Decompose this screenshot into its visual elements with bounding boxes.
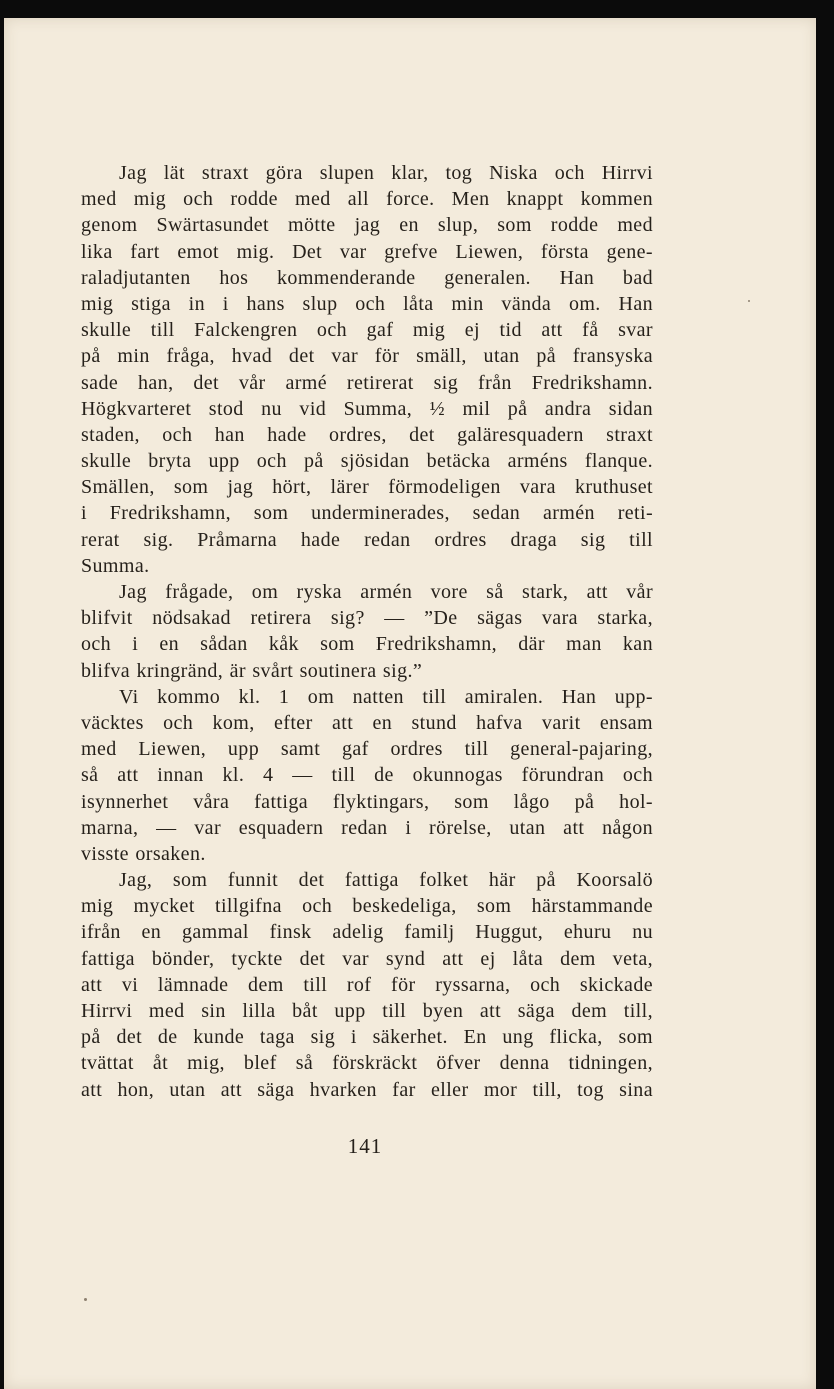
text-line: på min fråga, hvad det var för smäll, utan på fransyska — [81, 345, 653, 368]
text-line: marna, — var esquadern redan i rörelse, utan att någon — [81, 816, 653, 839]
text-line: och i en sådan kåk som Fredrikshamn, där man kan — [81, 633, 653, 656]
text-line: blifvit nödsakad retirera sig? — ”De sägas vara starka, — [81, 607, 653, 630]
text-line: ifrån en gammal finsk adelig familj Huggut, ehuru nu — [81, 921, 653, 944]
text-line: Smällen, som jag hört, lärer förmodeligen vara kruthuset — [81, 476, 653, 499]
paper-speck — [748, 300, 750, 302]
text-line: med mig och rodde med all force. Men knappt kommen — [81, 188, 653, 211]
text-line: att hon, utan att säga hvarken far eller mor till, tog sina — [81, 1078, 653, 1101]
text-line: fattiga bönder, tyckte det var synd att ej låta dem veta, — [81, 947, 653, 970]
text-line: sade han, det vår armé retirerat sig från Fredrikshamn. — [81, 371, 653, 394]
text-line: mig stiga in i hans slup och låta min vända om. Han — [81, 292, 653, 315]
text-line: Summa. — [81, 554, 150, 577]
text-line: rerat sig. Pråmarna hade redan ordres draga sig till — [81, 528, 653, 551]
text-line: genom Swärtasundet mötte jag en slup, som rodde med — [81, 214, 653, 237]
text-line: på det de kunde taga sig i säkerhet. En ung flicka, som — [81, 1026, 653, 1049]
text-line: med Liewen, upp samt gaf ordres till general-pajaring, — [81, 738, 653, 761]
text-line: Högkvarteret stod nu vid Summa, ½ mil på andra sidan — [81, 397, 653, 420]
text-line: tvättat åt mig, blef så förskräckt öfver denna tidningen, — [81, 1052, 653, 1075]
text-line: mig mycket tillgifna och beskedeliga, som härstammande — [81, 895, 653, 918]
text-line: i Fredrikshamn, som underminerades, sedan armén reti- — [81, 502, 653, 525]
text-line: skulle till Falckengren och gaf mig ej tid att få svar — [81, 319, 653, 342]
text-line: väcktes och kom, efter att en stund hafva varit ensam — [81, 711, 653, 734]
text-line: isynnerhet våra fattiga flyktingars, som lågo på hol- — [81, 790, 653, 813]
text-line: skulle bryta upp och på sjösidan betäcka arméns flanque. — [81, 450, 653, 473]
text-line: visste orsaken. — [81, 842, 206, 865]
text-line: så att innan kl. 4 — till de okunnogas förundran och — [81, 764, 653, 787]
text-line: Hirrvi med sin lilla båt upp till byen att säga dem till, — [81, 1000, 653, 1022]
text-line: blifva kringränd, är svårt soutinera sig.” — [81, 659, 423, 682]
page-number: 141 — [347, 1134, 383, 1158]
text-line: lika fart emot mig. Det var grefve Liewen, första gene- — [81, 240, 653, 263]
text-line: staden, och han hade ordres, det galäresquadern straxt — [81, 423, 653, 446]
text-line: Jag frågade, om ryska armén vore så stark, att vår — [119, 581, 653, 603]
body-text — [81, 160, 653, 1103]
text-line: Vi kommo kl. 1 om natten till amiralen. Han upp- — [119, 685, 653, 708]
text-line: raladjutanten hos kommenderande generalen. Han bad — [81, 266, 653, 289]
text-line: Jag lät straxt göra slupen klar, tog Niska och Hirrvi — [119, 162, 653, 184]
text-line: att vi lämnade dem till rof för ryssarna, och skickade — [81, 973, 653, 996]
paper-speck — [84, 1298, 87, 1301]
text-line: Jag, som funnit det fattiga folket här på Koorsalö — [119, 869, 653, 892]
